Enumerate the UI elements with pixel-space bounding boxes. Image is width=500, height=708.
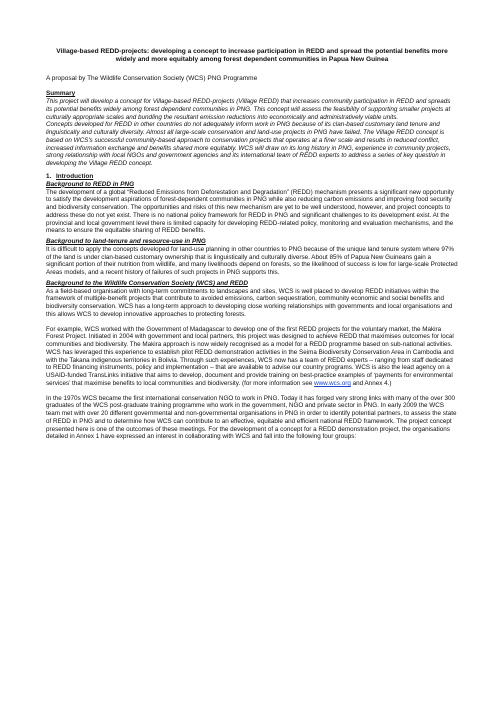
summary-heading: Summary (46, 90, 76, 98)
section-title: Introduction (56, 172, 94, 180)
summary-paragraph-1: This project will develop a concept for Village-based REDD-projects (Village REDD) that increases community participation in REDD and spreads its potential benefits widely among forest dependent communities in PNG. This concept will assess the feasibility of supporting smaller projects at culturally appropriate scales and bundling the resultant emission reductions into economically and administratively viable units. (46, 98, 451, 121)
background-redd-heading: Background to REDD in PNG (46, 180, 135, 188)
wcs-paragraph-2-text: For example, WCS worked with the Government of Madagascar to develop one of the first REDD projects for the voluntary market, the Makira Forest Project. Initiated in 2004 with government and local partners, this project was designed to achieve REDD that maximises outcomes for local communities and biodiversity. The Makira approach is now widely recognised as a model for a REDD programme based on sub-national activities. WCS has leveraged this experience to establish pilot REDD demonstration activities in the Seima Biodiversity Conservation Area in Cambodia and with the Takana indigenous territories in Bolivia. Through such experiences, WCS now has a team of REDD experts – ranging from staff dedicated to REDD financing instruments, policy and implementation – that are available to advise our country programs. WCS is also the lead agency on a USAID-funded TransLinks initiative that aims to develop, document and provide training on best-practice examples of ‘payments for environmental services’ that maximise benefits to local communities and biodiversity. (for more information see (46, 325, 454, 387)
document-title: Village-based REDD-projects: developing a concept to increase participation in REDD and spread the potential benefits more widely and more equitably among forest dependent communities in Papua New Guinea (56, 48, 448, 64)
wcs-heading: Background to the Wildlife Conservation Society (WCS) and REDD (46, 279, 248, 287)
summary-paragraph-2: Concepts developed for REDD in other countries do not adequately inform work in PNG because of its clan-based customary land tenure and linguistically and culturally diversity. Almost all large-scale conservation and land-use projects in PNG have failed. The Village REDD concept is based on WCS's successful community-based approach to conservation projects that operates at a finer scale and results in reduced conflict, increased information exchange and benefits shared more equitably. WCS will draw on its long history in PNG, experience in community projects, strong relationship with local NGOs and government agencies and its international team of REDD experts to address a series of key question in developing the Village REDD concept. (46, 121, 451, 168)
wcs-paragraph-3: In the 1970s WCS became the first international conservation NGO to work in PNG. Today it has forged very strong links with many of the over 300 graduates of the WCS post-graduate training programme who work in the government, NGO and private sector in PNG. In early 2009 the WCS team met with over 20 different governmental and non-governmental organisations in PNG in order to identify potential partners, to assess the state of REDD in PNG and to determine how WCS can contribute to an effective, equitable and efficient national REDD framework. The project concept presented here is one of the outcomes of these meetings. For the development of a concept for a REDD demonstration project, the organisations detailed in Annex 1 have expressed an interest in collaborating with WCS and fall into the following four groups: (46, 394, 457, 441)
land-tenure-text: It is difficult to apply the concepts developed for land-use planning in other countries to PNG because of the unique land tenure system where 97% of the land is under clan-based customary ownership that is linguistically and culturally diverse. About 85% of Papua New Guineans gain a significant portion of their nutrition from wildlife, and many livelihoods depend on forests, so the likelihood of success is low for large-scale Protected Areas models, and a recent history of failures of such projects in PNG supports this. (46, 245, 458, 277)
section-1-heading (46, 173, 458, 181)
document-content (46, 48, 458, 441)
wcs-paragraph-2 (46, 326, 458, 388)
section-number: 1. (46, 172, 52, 180)
wcs-paragraph-2-tail: and Annex 4.) (350, 379, 392, 387)
proposal-line: A proposal by The Wildlife Conservation Society (WCS) PNG Programme (46, 75, 258, 83)
wcs-paragraph-1: As a field-based organisation with long-term commitments to landscapes and sites, WCS is well placed to develop REDD initiatives within the framework of multiple-benefit projects that contribute to avoided emissions, carbon sequestration, community economic and social benefits and biodiversity conservation. WCS has a long-term approach to developing close working relationships with governments and local organisations and this allows WCS to develop innovative approaches to protecting forests. (46, 287, 453, 318)
background-redd-text: The development of a global “Reduced Emissions from Deforestation and Degradation” (REDD) mechanism presents a significant new opportunity to satisfy the development aspirations of forest-dependent communities in PNG while also reducing carbon emissions and improving food security and biodiversity conservation. The opportunities and risks of this new mechanism are yet to be well understood, however, and project concepts to address these do not yet exist. There is no national policy framework for REDD in PNG and significant challenges to its development exist. At the provincial and local government level there is limited capacity for developing REDD-related policy, monitoring and evaluation mechanisms, and the means to ensure the equitable sharing of REDD benefits. (46, 188, 454, 235)
wcs-website-link[interactable]: www.wcs.org (314, 379, 351, 387)
land-tenure-heading: Background to land-tenure and resource-use in PNG (46, 238, 206, 246)
